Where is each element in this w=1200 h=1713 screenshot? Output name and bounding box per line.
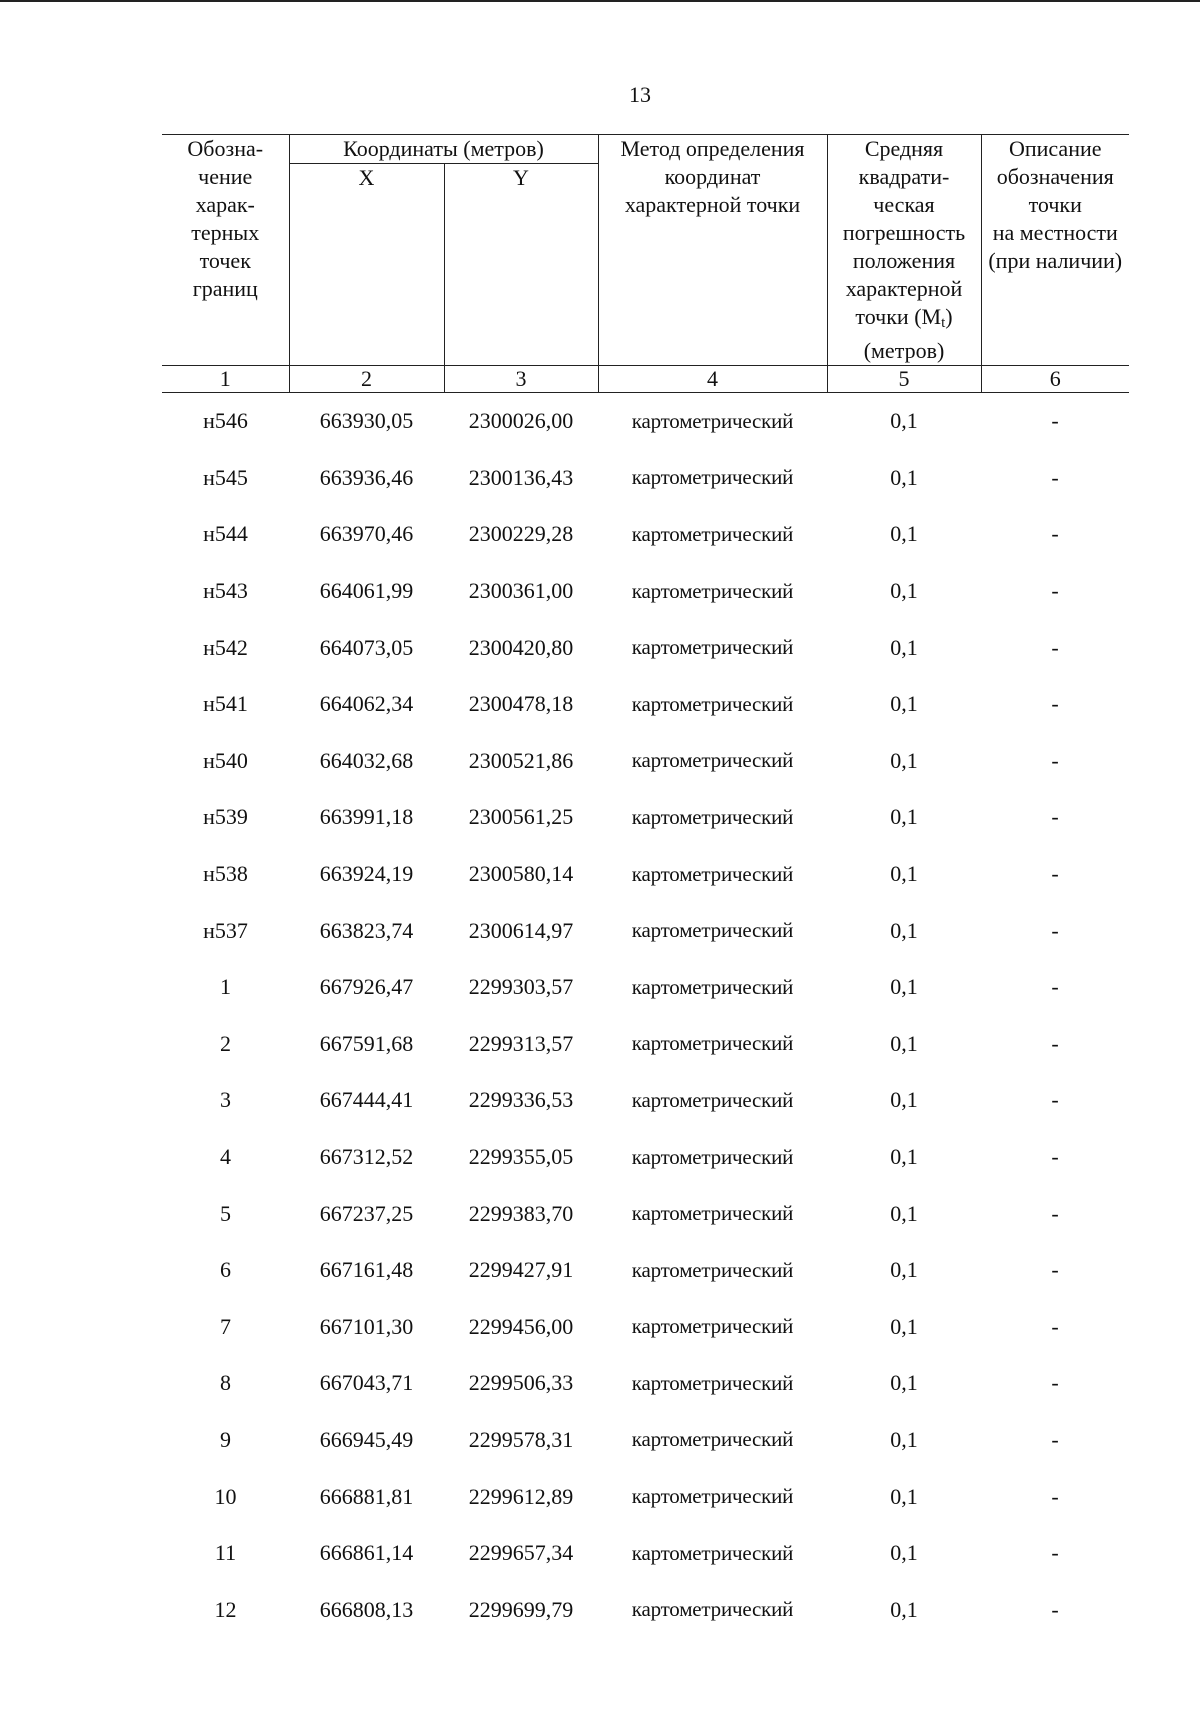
table-row	[162, 676, 1129, 733]
cell-description: -	[1051, 1426, 1059, 1452]
cell-method: картометрический	[631, 804, 794, 829]
header-line: обозначения	[996, 164, 1114, 189]
cell-x: 664073,05	[319, 634, 414, 660]
table-row	[162, 846, 1129, 903]
cell-error: 0,1	[890, 1370, 918, 1396]
cell-error: 0,1	[890, 521, 918, 547]
cell-description: -	[1051, 1257, 1059, 1283]
cell-x: 666945,49	[319, 1426, 414, 1452]
cell-point: 9	[220, 1426, 231, 1452]
header-point-designation	[162, 135, 289, 366]
cell-x: 666808,13	[319, 1596, 414, 1622]
cell-method: картометрический	[631, 691, 794, 716]
header-coordinates: Координаты (метров)	[289, 135, 598, 164]
cell-y: 2299699,79	[468, 1596, 574, 1622]
cell-point: 8	[220, 1370, 231, 1396]
cell-x: 667926,47	[319, 974, 414, 1000]
cell-y: 2300229,28	[468, 521, 574, 547]
table-row	[162, 1412, 1129, 1469]
table-row	[162, 1299, 1129, 1356]
table-row	[162, 563, 1129, 620]
cell-error: 0,1	[890, 1257, 918, 1283]
column-number: 1	[162, 366, 289, 393]
cell-method: картометрический	[631, 1370, 794, 1395]
table-row	[162, 450, 1129, 507]
cell-description: -	[1051, 1596, 1059, 1622]
table-row	[162, 959, 1129, 1016]
cell-description: -	[1051, 1483, 1059, 1509]
header-line: (при наличии)	[988, 248, 1123, 273]
cell-error: 0,1	[890, 578, 918, 604]
column-number: 4	[598, 366, 827, 393]
header-line: характерной	[845, 276, 963, 301]
cell-error: 0,1	[890, 1200, 918, 1226]
cell-point: н540	[203, 747, 248, 773]
cell-method: картометрический	[631, 861, 794, 886]
table-row	[162, 393, 1129, 450]
column-number-row	[162, 366, 1129, 393]
cell-x: 666861,14	[319, 1540, 414, 1566]
cell-point: н545	[203, 464, 248, 490]
cell-y: 2299336,53	[468, 1087, 574, 1113]
cell-method: картометрический	[631, 1087, 794, 1112]
cell-method: картометрический	[631, 1484, 794, 1509]
cell-x: 667444,41	[319, 1087, 414, 1113]
header-line: чение	[198, 164, 253, 189]
cell-error: 0,1	[890, 1426, 918, 1452]
cell-x: 663991,18	[319, 804, 414, 830]
cell-method: картометрический	[631, 918, 794, 943]
cell-method: картометрический	[631, 1031, 794, 1056]
cell-description: -	[1051, 1313, 1059, 1339]
cell-error: 0,1	[890, 464, 918, 490]
cell-point: 4	[220, 1144, 231, 1170]
cell-x: 663970,46	[319, 521, 414, 547]
mt-suffix: )	[945, 304, 953, 329]
cell-point: н546	[203, 408, 248, 434]
cell-method: картометрический	[631, 974, 794, 999]
header-line: точек	[199, 248, 251, 273]
cell-x: 667591,68	[319, 1030, 414, 1056]
cell-method: картометрический	[631, 578, 794, 603]
cell-point: 5	[220, 1200, 231, 1226]
table-row	[162, 1355, 1129, 1412]
cell-description: -	[1051, 408, 1059, 434]
header-line: положения	[852, 248, 956, 273]
cell-error: 0,1	[890, 917, 918, 943]
cell-method: картометрический	[631, 521, 794, 546]
cell-error: 0,1	[890, 747, 918, 773]
header-line: квадрати-	[858, 164, 950, 189]
cell-error: 0,1	[890, 861, 918, 887]
table-row	[162, 733, 1129, 790]
cell-error: 0,1	[890, 1596, 918, 1622]
cell-y: 2299427,91	[468, 1257, 574, 1283]
cell-x: 666881,81	[319, 1483, 414, 1509]
cell-y: 2300521,86	[468, 747, 574, 773]
cell-description: -	[1051, 747, 1059, 773]
table-row	[162, 1072, 1129, 1129]
table-row	[162, 1016, 1129, 1073]
cell-description: -	[1051, 974, 1059, 1000]
cell-method: картометрический	[631, 1144, 794, 1169]
cell-x: 667237,25	[319, 1200, 414, 1226]
cell-x: 663930,05	[319, 408, 414, 434]
cell-y: 2300580,14	[468, 861, 574, 887]
cell-point: 7	[220, 1313, 231, 1339]
cell-method: картометрический	[631, 1540, 794, 1565]
mt-subscript: t	[941, 315, 946, 331]
cell-x: 663823,74	[319, 917, 414, 943]
scan-top-edge	[0, 0, 1200, 2]
cell-description: -	[1051, 578, 1059, 604]
table-row	[162, 902, 1129, 959]
cell-y: 2300026,00	[468, 408, 574, 434]
cell-point: н538	[203, 861, 248, 887]
cell-description: -	[1051, 1030, 1059, 1056]
header-line: (метров)	[863, 338, 945, 363]
header-method	[598, 135, 827, 366]
cell-method: картометрический	[631, 1597, 794, 1622]
cell-y: 2300420,80	[468, 634, 574, 660]
cell-error: 0,1	[890, 804, 918, 830]
header-x: X	[289, 164, 444, 366]
cell-y: 2300614,97	[468, 917, 574, 943]
cell-y: 2299612,89	[468, 1483, 574, 1509]
cell-x: 664032,68	[319, 747, 414, 773]
table-row	[162, 1242, 1129, 1299]
header-line: характерной точки	[624, 192, 801, 217]
table-row	[162, 1129, 1129, 1186]
header-line: Средняя	[864, 136, 944, 161]
cell-point: 2	[220, 1030, 231, 1056]
cell-error: 0,1	[890, 1030, 918, 1056]
cell-y: 2299355,05	[468, 1144, 574, 1170]
header-line-mt	[828, 303, 981, 337]
cell-description: -	[1051, 464, 1059, 490]
header-line: координат	[664, 164, 761, 189]
cell-point: 1	[220, 974, 231, 1000]
table-row	[162, 1525, 1129, 1582]
header-line: ческая	[873, 192, 935, 217]
cell-point: 10	[214, 1483, 237, 1509]
cell-description: -	[1051, 521, 1059, 547]
header-line: Описание	[1008, 136, 1102, 161]
cell-description: -	[1051, 1144, 1059, 1170]
column-number: 3	[444, 366, 598, 393]
table-row	[162, 506, 1129, 563]
cell-method: картометрический	[631, 748, 794, 773]
cell-y: 2299578,31	[468, 1426, 574, 1452]
cell-error: 0,1	[890, 691, 918, 717]
cell-x: 667161,48	[319, 1257, 414, 1283]
cell-y: 2300478,18	[468, 691, 574, 717]
cell-point: 6	[220, 1257, 231, 1283]
table-row	[162, 1468, 1129, 1525]
table-body	[162, 393, 1129, 1639]
header-line: точки	[1028, 192, 1082, 217]
cell-point: н539	[203, 804, 248, 830]
column-number: 5	[827, 366, 981, 393]
table-row	[162, 1185, 1129, 1242]
cell-x: 667043,71	[319, 1370, 414, 1396]
coordinates-table	[162, 134, 1129, 1638]
cell-point: 11	[214, 1540, 237, 1566]
cell-error: 0,1	[890, 1313, 918, 1339]
header-line: харак-	[195, 192, 255, 217]
cell-method: картометрический	[631, 1201, 794, 1226]
cell-error: 0,1	[890, 634, 918, 660]
cell-y: 2299383,70	[468, 1200, 574, 1226]
cell-point: 3	[220, 1087, 231, 1113]
cell-y: 2299313,57	[468, 1030, 574, 1056]
cell-method: картометрический	[631, 1257, 794, 1282]
cell-point: н542	[203, 634, 248, 660]
header-line: на местности	[992, 220, 1118, 245]
header-line: границ	[192, 276, 258, 301]
page-number: 13	[629, 82, 651, 107]
header-description	[981, 135, 1129, 366]
cell-x: 667101,30	[319, 1313, 414, 1339]
header-mean-square-error	[827, 135, 981, 366]
column-number: 2	[289, 366, 444, 393]
cell-point: н544	[203, 521, 248, 547]
cell-y: 2299303,57	[468, 974, 574, 1000]
cell-description: -	[1051, 691, 1059, 717]
cell-y: 2300361,00	[468, 578, 574, 604]
cell-description: -	[1051, 634, 1059, 660]
cell-error: 0,1	[890, 974, 918, 1000]
header-line: погрешность	[842, 220, 966, 245]
cell-method: картометрический	[631, 465, 794, 490]
cell-point: н537	[203, 917, 248, 943]
cell-y: 2300136,43	[468, 464, 574, 490]
table-row	[162, 1581, 1129, 1638]
cell-error: 0,1	[890, 1087, 918, 1113]
cell-description: -	[1051, 1200, 1059, 1226]
table-row	[162, 789, 1129, 846]
cell-error: 0,1	[890, 1483, 918, 1509]
cell-y: 2299506,33	[468, 1370, 574, 1396]
cell-method: картометрический	[631, 408, 794, 433]
cell-description: -	[1051, 917, 1059, 943]
header-line: Метод определения	[620, 136, 805, 161]
cell-x: 663936,46	[319, 464, 414, 490]
cell-x: 664062,34	[319, 691, 414, 717]
cell-method: картометрический	[631, 1314, 794, 1339]
header-line: терных	[191, 220, 260, 245]
mt-prefix: точки (M	[855, 304, 942, 329]
cell-error: 0,1	[890, 408, 918, 434]
cell-description: -	[1051, 1087, 1059, 1113]
cell-y: 2299456,00	[468, 1313, 574, 1339]
cell-x: 663924,19	[319, 861, 414, 887]
cell-description: -	[1051, 1540, 1059, 1566]
cell-y: 2299657,34	[468, 1540, 574, 1566]
cell-error: 0,1	[890, 1540, 918, 1566]
cell-description: -	[1051, 1370, 1059, 1396]
cell-y: 2300561,25	[468, 804, 574, 830]
column-number: 6	[981, 366, 1129, 393]
cell-point: н543	[203, 578, 248, 604]
cell-point: н541	[203, 691, 248, 717]
header-y: Y	[444, 164, 598, 366]
cell-method: картометрический	[631, 635, 794, 660]
cell-x: 667312,52	[319, 1144, 414, 1170]
cell-x: 664061,99	[319, 578, 414, 604]
header-line: Обозна-	[187, 136, 264, 161]
table-row	[162, 619, 1129, 676]
cell-point: 12	[214, 1596, 237, 1622]
cell-method: картометрический	[631, 1427, 794, 1452]
cell-error: 0,1	[890, 1144, 918, 1170]
cell-description: -	[1051, 804, 1059, 830]
cell-description: -	[1051, 861, 1059, 887]
